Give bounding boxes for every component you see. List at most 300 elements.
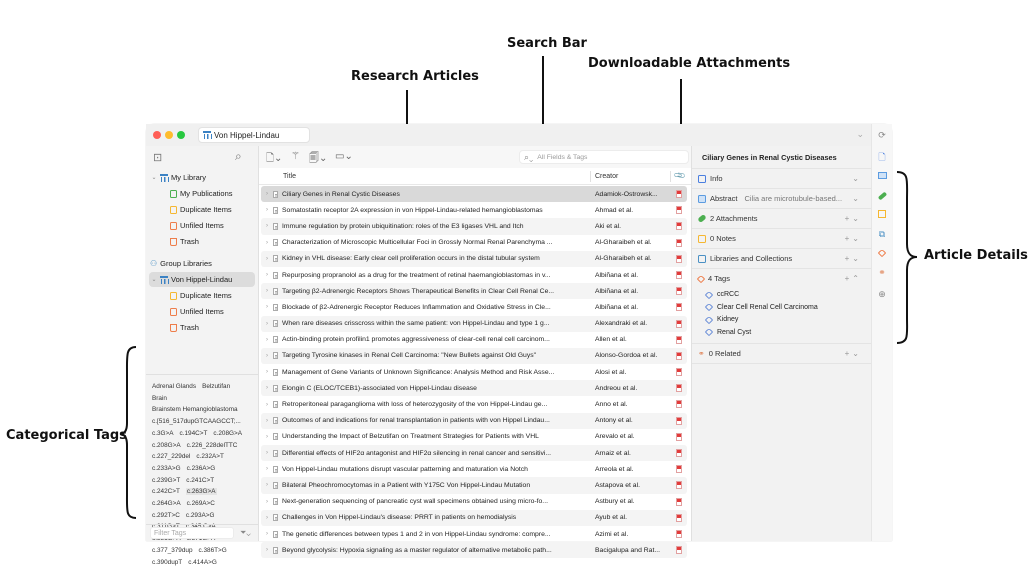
journal-article-icon: [273, 239, 278, 246]
sidebar-item-label: Unfiled Items: [180, 307, 224, 316]
row-creator: Allen et al.: [595, 336, 627, 344]
library-icon: [203, 131, 211, 139]
expand-row-chevron-icon[interactable]: ›: [266, 223, 268, 230]
row-title: Retroperitoneal paraganglioma with loss of heterozygosity of the von Hippel-Lindau ge...: [282, 401, 548, 409]
add-attachment-icon[interactable]: 🗐⌄: [309, 153, 328, 164]
column-header-creator[interactable]: Creator: [595, 173, 619, 180]
sidebar-item-label: Trash: [180, 237, 199, 246]
duplicate-icon: [170, 206, 177, 214]
row-title: Targeting β2-Adrenergic Receptors Shows Therapeutical Benefits in Clear Cell Renal Ce...: [282, 287, 555, 295]
expand-row-chevron-icon[interactable]: ›: [266, 320, 268, 327]
tag-selector-item[interactable]: c.233A>G: [152, 464, 181, 472]
attachments-column-paperclip-icon[interactable]: 📎: [673, 168, 687, 183]
sidebar-item-label: Von Hippel-Lindau: [171, 275, 233, 284]
row-creator: Alexandraki et al.: [595, 320, 648, 328]
tag-selector-item[interactable]: c.241C>T: [186, 476, 215, 484]
journal-article-icon: [273, 288, 278, 295]
item-tag-label: ccRCC: [717, 291, 740, 298]
row-creator: Andreou et al.: [595, 384, 638, 392]
pdf-attachment-icon[interactable]: [676, 546, 682, 554]
library-icon: [160, 276, 168, 284]
tag-icon: [705, 303, 713, 311]
sidebar-item-my-library[interactable]: [146, 170, 258, 185]
table-row[interactable]: [261, 429, 687, 445]
tag-selector-item[interactable]: c.208G>A: [152, 441, 181, 449]
item-tag[interactable]: [706, 304, 818, 311]
annotation-categorical-tags: Categorical Tags: [6, 428, 127, 443]
tag-selector-line: [152, 545, 258, 557]
sidebar-item-duplicate-items[interactable]: [146, 202, 258, 217]
tag-selector-line: [152, 440, 258, 452]
pdf-attachment-icon[interactable]: [676, 320, 682, 328]
row-creator: Astbury et al.: [595, 498, 635, 506]
tag-selector-item[interactable]: c.292T>C: [152, 511, 180, 519]
table-row[interactable]: [261, 542, 687, 558]
sidebar-item-group-unfiled-items[interactable]: [146, 304, 258, 319]
zotero-window: [146, 124, 892, 566]
tag-selector-line: [152, 475, 258, 487]
section-libraries-collections[interactable]: [692, 248, 872, 268]
abstract-icon: [698, 195, 706, 203]
pdf-attachment-icon[interactable]: [676, 433, 682, 441]
pdf-attachment-icon[interactable]: [676, 449, 682, 457]
row-title: When rare diseases crisscross within the same patient: von Hippel-Lindau and type 1 g...: [282, 320, 550, 328]
row-creator: Ayub et al.: [595, 514, 627, 522]
journal-article-icon: [273, 336, 278, 343]
library-tab[interactable]: [198, 127, 310, 143]
tag-selector-item[interactable]: c.236A>G: [186, 464, 216, 472]
row-creator: Alonso-Gordoa et al.: [595, 352, 658, 360]
expand-row-chevron-icon[interactable]: ›: [266, 288, 268, 295]
tag-selector-item[interactable]: c.264G>A: [152, 500, 181, 508]
items-pane: [259, 146, 691, 554]
publications-icon: [170, 190, 177, 198]
expand-row-chevron-icon[interactable]: ›: [266, 466, 268, 473]
row-title: Next-generation sequencing of pancreatic cyst wall specimens obtained using micro-fo...: [282, 498, 548, 506]
zoom-window-button[interactable]: [177, 131, 185, 139]
pdf-attachment-icon[interactable]: [676, 336, 682, 344]
row-creator: Anno et al.: [595, 401, 628, 409]
add-by-identifier-wand-icon[interactable]: ⚚: [291, 151, 300, 162]
sidenav-abstract-icon[interactable]: [877, 171, 887, 181]
sidebar-item-my-publications[interactable]: [146, 186, 258, 201]
annotation-downloadable-attachments: Downloadable Attachments: [588, 56, 791, 71]
tag-selector-item[interactable]: c.3G>A: [152, 429, 174, 437]
section-label: 0 Notes: [710, 234, 736, 243]
row-creator: Adamiok-Ostrowsk...: [595, 190, 658, 198]
divider: [692, 363, 872, 364]
add-collapse-controls[interactable]: +⌃: [844, 274, 862, 283]
table-row[interactable]: [261, 299, 687, 315]
new-collection-icon[interactable]: ⊡: [153, 152, 163, 164]
tag-selector-line: [152, 498, 258, 510]
expand-chevron-icon[interactable]: ⌄: [852, 174, 862, 183]
section-label: Info: [710, 174, 723, 183]
tag-selector-line: [152, 393, 258, 405]
table-row[interactable]: [261, 251, 687, 267]
filter-tags-input[interactable]: [150, 527, 234, 539]
tag-actions-filter-icon[interactable]: ⏷⌄: [240, 528, 251, 537]
tag-selector-item[interactable]: c.263G>A: [186, 488, 216, 496]
pdf-attachment-icon[interactable]: [676, 255, 682, 263]
sidebar-item-label: My Library: [171, 173, 207, 182]
journal-article-icon: [273, 498, 278, 505]
table-row[interactable]: [261, 316, 687, 332]
journal-article-icon: [273, 450, 278, 457]
table-row[interactable]: [261, 396, 687, 412]
table-row[interactable]: [261, 526, 687, 542]
sidebar-item-group-duplicate-items[interactable]: [146, 288, 258, 303]
sidebar-item-unfiled-items[interactable]: [146, 218, 258, 233]
journal-article-icon: [273, 352, 278, 359]
table-row[interactable]: [261, 235, 687, 251]
trash-icon: [170, 238, 177, 246]
pdf-attachment-icon[interactable]: [676, 514, 682, 522]
expand-row-chevron-icon[interactable]: ›: [266, 547, 268, 554]
item-tag-label: Renal Cyst: [717, 328, 752, 336]
table-row[interactable]: [261, 202, 687, 218]
journal-article-icon: [273, 531, 278, 538]
tag-selector-line: [152, 510, 258, 522]
item-tag-label: Clear Cell Renal Cell Carcinoma: [717, 303, 818, 311]
section-tags[interactable]: [692, 268, 872, 288]
table-row[interactable]: [261, 461, 687, 477]
row-title: Outcomes of and indications for renal transplantation in patients with von Hippel Lindau...: [282, 417, 550, 425]
annotation-research-articles: Research Articles: [351, 69, 479, 84]
expand-row-chevron-icon[interactable]: ›: [266, 272, 268, 279]
expand-row-chevron-icon[interactable]: ›: [266, 239, 268, 246]
pdf-attachment-icon[interactable]: [676, 498, 682, 506]
table-row[interactable]: [261, 364, 687, 380]
pdf-attachment-icon[interactable]: [676, 287, 682, 295]
table-row[interactable]: [261, 186, 687, 202]
add-expand-controls[interactable]: +⌄: [844, 349, 862, 358]
library-tab-label: Von Hippel-Lindau: [214, 130, 280, 140]
unfiled-icon: [170, 222, 177, 230]
pdf-attachment-icon[interactable]: [676, 303, 682, 311]
expand-row-chevron-icon[interactable]: ›: [266, 336, 268, 343]
close-window-button[interactable]: [153, 131, 161, 139]
item-tag[interactable]: [706, 291, 739, 298]
libraries-collections-icon: [698, 255, 706, 263]
table-row[interactable]: [261, 348, 687, 364]
section-related[interactable]: [692, 343, 872, 363]
sidenav-related-icon[interactable]: ⚭: [878, 267, 886, 277]
sidebar-item-von-hippel-lindau[interactable]: [149, 272, 255, 287]
annotation-article-details: Article Details: [924, 248, 1028, 263]
pdf-attachment-icon[interactable]: [676, 190, 682, 198]
tag-icon: [705, 290, 713, 298]
tag-selector-item[interactable]: c.194C>T: [179, 429, 208, 437]
row-title: Targeting Tyrosine kinases in Renal Cell Carcinoma: "New Bullets against Old Guys": [282, 352, 537, 360]
row-creator: Arevalo et al.: [595, 433, 635, 441]
column-divider[interactable]: [590, 171, 591, 182]
trash-icon: [170, 324, 177, 332]
journal-article-icon: [273, 466, 278, 473]
row-creator: Astapova et al.: [595, 481, 640, 489]
sidebar-item-label: Duplicate Items: [180, 291, 232, 300]
pdf-attachment-icon[interactable]: [676, 368, 682, 376]
table-row[interactable]: [261, 413, 687, 429]
new-note-icon[interactable]: ▭⌄: [335, 151, 353, 162]
table-row[interactable]: [261, 494, 687, 510]
tag-selector-line: [152, 381, 258, 393]
tag-icon: [705, 328, 713, 336]
add-expand-controls[interactable]: +⌄: [844, 254, 862, 263]
info-icon: [698, 175, 706, 183]
table-row[interactable]: [261, 218, 687, 234]
search-icon[interactable]: ⌕⌄: [524, 151, 534, 162]
brace-article-details: [895, 170, 921, 345]
tag-selector-item[interactable]: c.377_379dup: [152, 546, 193, 554]
expand-row-chevron-icon[interactable]: ›: [266, 514, 268, 521]
sidebar-item-label: Trash: [180, 323, 199, 332]
section-label: Libraries and Collections: [710, 254, 793, 263]
sidenav-info-icon[interactable]: 🗋: [878, 152, 886, 162]
pdf-attachment-icon[interactable]: [676, 271, 682, 279]
row-title: Actin-binding protein profilin1 promotes aggressiveness of clear-cell renal cell carcinom...: [282, 336, 550, 344]
row-title: Blockade of β2-Adrenergic Receptor Reduces Inflammation and Oxidative Stress in Cle...: [282, 303, 551, 311]
journal-article-icon: [273, 223, 278, 230]
item-tag-label: Kidney: [717, 316, 739, 323]
column-divider[interactable]: [670, 171, 671, 182]
tag-selector-item[interactable]: Belzutifan: [202, 383, 231, 390]
sync-icon[interactable]: ⟳: [878, 130, 886, 140]
search-input-placeholder: All Fields & Tags: [537, 153, 588, 161]
tag-selector-item[interactable]: c.293A>G: [185, 511, 215, 519]
pdf-attachment-icon[interactable]: [676, 239, 682, 247]
tag-selector-item[interactable]: c.269A>C: [186, 500, 215, 508]
section-info[interactable]: [692, 168, 872, 188]
related-icon: ⚭: [698, 349, 705, 358]
journal-article-icon: [273, 385, 278, 392]
journal-article-icon: [273, 433, 278, 440]
tag-selector-item[interactable]: c.232A>T: [196, 453, 224, 461]
pdf-attachment-icon[interactable]: [676, 417, 682, 425]
sidebar-item-trash[interactable]: [146, 234, 258, 249]
sidenav-libraries-icon[interactable]: ⧉: [878, 229, 886, 239]
row-creator: Aki et al.: [595, 222, 622, 230]
journal-article-icon: [273, 482, 278, 489]
row-title: Immune regulation by protein ubiquitination: roles of the E3 ligases VHL and Itch: [282, 222, 524, 230]
tag-selector-item[interactable]: c.239G>T: [152, 476, 181, 484]
search-bar[interactable]: [519, 150, 689, 164]
pdf-attachment-icon[interactable]: [676, 206, 682, 214]
journal-article-icon: [273, 417, 278, 424]
tag-selector-line: [152, 416, 258, 428]
tag-selector-item[interactable]: c.226_228delTTC: [186, 441, 238, 449]
pdf-attachment-icon[interactable]: [676, 400, 682, 408]
chevron-down-icon[interactable]: ⌄: [151, 175, 157, 181]
new-item-icon[interactable]: 🗋⌄: [266, 153, 283, 164]
journal-article-icon: [273, 191, 278, 198]
abstract-preview: Cilia are microtubule-based...: [744, 194, 843, 203]
add-expand-controls[interactable]: +⌄: [844, 214, 862, 223]
note-icon: [698, 235, 706, 243]
row-title: Differential effects of HIF2α antagonist and HIF2α silencing in renal cancer and sensitivi...: [282, 449, 552, 457]
tag-selector-line: [152, 486, 258, 498]
sidenav-locate-icon[interactable]: ⊕: [878, 289, 886, 299]
row-creator: Al-Gharaibeh et al.: [595, 239, 652, 247]
items-toolbar: [259, 146, 691, 168]
table-row[interactable]: [261, 267, 687, 283]
sidenav-tags-icon[interactable]: [877, 248, 887, 258]
sidebar-item-label: Duplicate Items: [180, 205, 232, 214]
table-row[interactable]: [261, 332, 687, 348]
row-title: Elongin C (ELOC/TCEB1)-associated von Hippel-Lindau disease: [282, 384, 477, 392]
row-title: Repurposing propranolol as a drug for the treatment of retinal haemangioblastomas in v...: [282, 271, 551, 279]
table-row[interactable]: [261, 445, 687, 461]
section-abstract[interactable]: [692, 188, 872, 208]
section-notes[interactable]: [692, 228, 872, 248]
row-title: Management of Gene Variants of Unknown Significance: Analysis Method and Risk Asse...: [282, 368, 555, 376]
row-creator: Antony et al.: [595, 417, 633, 425]
expand-row-chevron-icon[interactable]: ›: [266, 207, 268, 214]
journal-article-icon: [273, 514, 278, 521]
tag-selector-item[interactable]: c.390dupT: [152, 558, 183, 566]
tag-selector-line: [152, 451, 258, 463]
table-row[interactable]: [261, 283, 687, 299]
tag-selector-item[interactable]: c.242C>T: [152, 488, 180, 496]
minimize-window-button[interactable]: [165, 131, 173, 139]
tag-filter-bar: [146, 524, 258, 541]
row-creator: Albiñana et al.: [595, 287, 639, 295]
expand-row-chevron-icon[interactable]: ›: [266, 304, 268, 311]
tag-selector-line: [152, 404, 258, 416]
sidenav-notes-icon[interactable]: [877, 210, 887, 220]
journal-article-icon: [273, 207, 278, 214]
sidebar-item-group-trash[interactable]: [146, 320, 258, 335]
expand-row-chevron-icon[interactable]: ›: [266, 255, 268, 262]
journal-article-icon: [273, 255, 278, 262]
expand-row-chevron-icon[interactable]: ›: [266, 433, 268, 440]
column-header-title[interactable]: Title: [283, 173, 296, 180]
expand-row-chevron-icon[interactable]: ›: [266, 352, 268, 359]
row-title: Characterization of Microscopic Multicellular Foci in Grossly Normal Renal Parenchyma ...: [282, 239, 553, 247]
journal-article-icon: [273, 401, 278, 408]
table-row[interactable]: [261, 380, 687, 396]
row-title: Kidney in VHL disease: Early clear cell proliferation occurs in the distal tubular system: [282, 255, 540, 263]
expand-row-chevron-icon[interactable]: ›: [266, 450, 268, 457]
expand-row-chevron-icon[interactable]: ›: [266, 482, 268, 489]
filter-tags-placeholder: Filter Tags: [154, 529, 187, 537]
tag-icon: [705, 315, 713, 323]
pdf-attachment-icon[interactable]: [676, 481, 682, 489]
pdf-attachment-icon[interactable]: [676, 530, 682, 538]
pdf-attachment-icon[interactable]: [676, 384, 682, 392]
item-pane-sidenav: [871, 124, 892, 541]
expand-row-chevron-icon[interactable]: ›: [266, 498, 268, 505]
row-creator: Azimi et al.: [595, 530, 629, 538]
row-creator: Al-Gharaibeh et al.: [595, 255, 652, 263]
chevron-down-icon[interactable]: ⌄: [151, 277, 157, 283]
table-row[interactable]: [261, 477, 687, 493]
journal-article-icon: [273, 547, 278, 554]
row-creator: Arreola et al.: [595, 465, 634, 473]
pdf-attachment-icon[interactable]: [676, 352, 682, 360]
section-label: Abstract: [710, 194, 738, 203]
expand-row-chevron-icon[interactable]: ›: [266, 385, 268, 392]
expand-row-chevron-icon[interactable]: ›: [266, 191, 268, 198]
item-tag[interactable]: [706, 316, 738, 323]
tag-selector-item[interactable]: c.414A>G: [188, 558, 217, 566]
row-title: The genetic differences between types 1 and 2 in von Hippel-Lindau syndrome: compre...: [282, 530, 551, 538]
tag-selector-item[interactable]: c.[516_517dupGTCAAGCCT;...: [152, 418, 241, 426]
item-title: Ciliary Genes in Renal Cystic Diseases: [702, 153, 837, 162]
tag-selector-item[interactable]: c.386T>G: [198, 546, 227, 554]
section-label: 2 Attachments: [710, 214, 758, 223]
row-creator: Bacigalupa and Rat...: [595, 546, 660, 554]
pdf-attachment-icon[interactable]: [676, 465, 682, 473]
sidebar-item-label: Group Libraries: [160, 259, 212, 268]
journal-article-icon: [273, 320, 278, 327]
tag-selector-line: [152, 463, 258, 475]
journal-article-icon: [273, 272, 278, 279]
tag-selector-item[interactable]: c.227_229del: [152, 453, 191, 461]
item-tag[interactable]: [706, 329, 751, 336]
expand-row-chevron-icon[interactable]: ›: [266, 401, 268, 408]
sidenav-attachments-icon[interactable]: [877, 190, 887, 200]
row-title: Von Hippel-Lindau mutations disrupt vascular patterning and maturation via Notch: [282, 465, 528, 473]
tag-selector-item[interactable]: c.208G>A: [213, 429, 242, 437]
expand-row-chevron-icon[interactable]: ›: [266, 369, 268, 376]
duplicate-icon: [170, 292, 177, 300]
row-creator: Albiñana et al.: [595, 271, 639, 279]
tag-selector-item[interactable]: Brain: [152, 394, 167, 402]
group-icon: ⚇: [150, 259, 158, 268]
row-creator: Albiñana et al.: [595, 303, 639, 311]
row-title: Ciliary Genes in Renal Cystic Diseases: [282, 190, 400, 198]
sidebar-item-label: Unfiled Items: [180, 221, 224, 230]
journal-article-icon: [273, 304, 278, 311]
sidebar-item-label: My Publications: [180, 189, 233, 198]
journal-article-icon: [273, 369, 278, 376]
row-creator: Arnaiz et al.: [595, 449, 631, 457]
row-title: Challenges in Von Hippel-Lindau's disease: PRRT in patients on hemodialysis: [282, 514, 517, 522]
row-creator: Alosi et al.: [595, 368, 627, 376]
tag-selector-line: [152, 428, 258, 440]
row-title: Beyond glycolysis: Hypoxia signaling as a master regulator of alternative metabolic path...: [282, 546, 552, 554]
item-details-pane: [691, 146, 871, 541]
add-expand-controls[interactable]: +⌄: [844, 234, 862, 243]
tabs-menu-chevron-icon[interactable]: ⌄: [856, 129, 864, 139]
tag-selector-item[interactable]: Brainstem Hemangioblastoma: [152, 406, 238, 414]
expand-chevron-icon[interactable]: ⌄: [852, 194, 862, 203]
tag-selector-line: [152, 557, 258, 569]
expand-row-chevron-icon[interactable]: ›: [266, 417, 268, 424]
tags-icon: [697, 274, 705, 282]
row-title: Somatostatin receptor 2A expression in von Hippel-Lindau-related hemangioblastomas: [282, 206, 543, 214]
section-attachments[interactable]: [692, 208, 872, 228]
pdf-attachment-icon[interactable]: [676, 222, 682, 230]
row-title: Understanding the Impact of Belzutifan on Treatment Strategies for Patients with VHL: [282, 433, 539, 441]
tag-selector-item[interactable]: Adrenal Glands: [152, 383, 197, 390]
section-label: 4 Tags: [708, 274, 730, 283]
sidebar-group-libraries-header: [146, 256, 258, 271]
title-bar: [146, 124, 892, 146]
row-creator: Ahmad et al.: [595, 206, 634, 214]
table-row[interactable]: [261, 510, 687, 526]
row-title: Bilateral Pheochromocytomas in a Patient with Y175C Von Hippel-Lindau Mutation: [282, 481, 531, 489]
search-collections-icon[interactable]: ⌕: [235, 149, 242, 163]
items-column-header: [259, 168, 691, 185]
library-icon: [160, 174, 168, 182]
unfiled-icon: [170, 308, 177, 316]
section-label: 0 Related: [708, 349, 741, 358]
attachment-paperclip-icon: [697, 214, 706, 223]
expand-row-chevron-icon[interactable]: ›: [266, 531, 268, 538]
annotation-search-bar: Search Bar: [507, 36, 587, 51]
